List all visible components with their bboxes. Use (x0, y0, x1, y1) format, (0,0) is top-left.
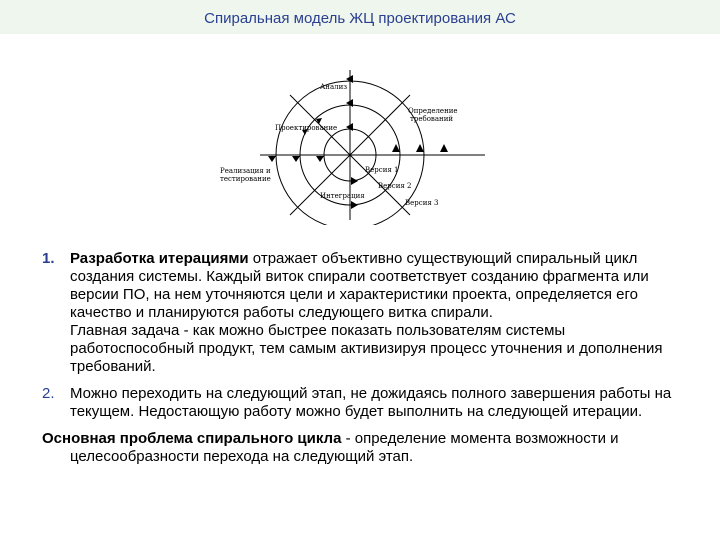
list-item (42, 385, 682, 421)
arrow-right-icon (351, 201, 358, 209)
spiral-model-diagram (200, 60, 500, 225)
label-design: Проектирование (275, 124, 338, 132)
list-item (42, 250, 682, 376)
list-number: 2. (42, 385, 55, 402)
label-version-1: Версия 1 (365, 166, 399, 174)
problem-heading: Основная проблема спирального цикла (42, 430, 342, 447)
arrow-up-icon (440, 144, 448, 152)
item-heading: Разработка итерациями (70, 250, 249, 267)
arrow-up-icon (416, 144, 424, 152)
label-analysis: Анализ (320, 83, 348, 91)
list-number: 1. (42, 250, 55, 267)
item-text: отражает объективно существующий спиральный цикл создания системы. Каждый виток спирали соответствует созданию фрагмента или версии ПО, на нем уточняются цели и характеристики проекта, определяется его качество и планируются работы следующего витка спирали. (70, 250, 649, 321)
slide-title: Спиральная модель ЖЦ проектирования АС (204, 10, 516, 27)
item-text: Можно переходить на следующий этап, не дожидаясь полного завершения работы на текущем. Недостающую работу можно будет выполнить на следующей итерации. (70, 385, 672, 420)
label-implementation: Реализация и тестирование (220, 167, 271, 183)
arrow-down-icon (316, 156, 324, 162)
label-integration: Интеграция (320, 192, 365, 200)
label-version-3: Версия 3 (405, 199, 439, 207)
main-problem-paragraph (42, 430, 682, 466)
arrow-right-icon (351, 177, 358, 185)
slide-body (42, 250, 682, 466)
item-text-secondary: Главная задача - как можно быстрее показать пользователям системы работоспособный продукт, тем самым активизируя процесс уточнения и дополнения требований. (70, 322, 663, 375)
arrow-down-icon (292, 156, 300, 162)
label-version-2: Версия 2 (378, 182, 412, 190)
arrow-down-icon (268, 156, 276, 162)
label-requirements: Определение требований (408, 107, 458, 123)
problem-text: - определение момента возможности и целесообразности перехода на следующий этап. (70, 430, 619, 465)
